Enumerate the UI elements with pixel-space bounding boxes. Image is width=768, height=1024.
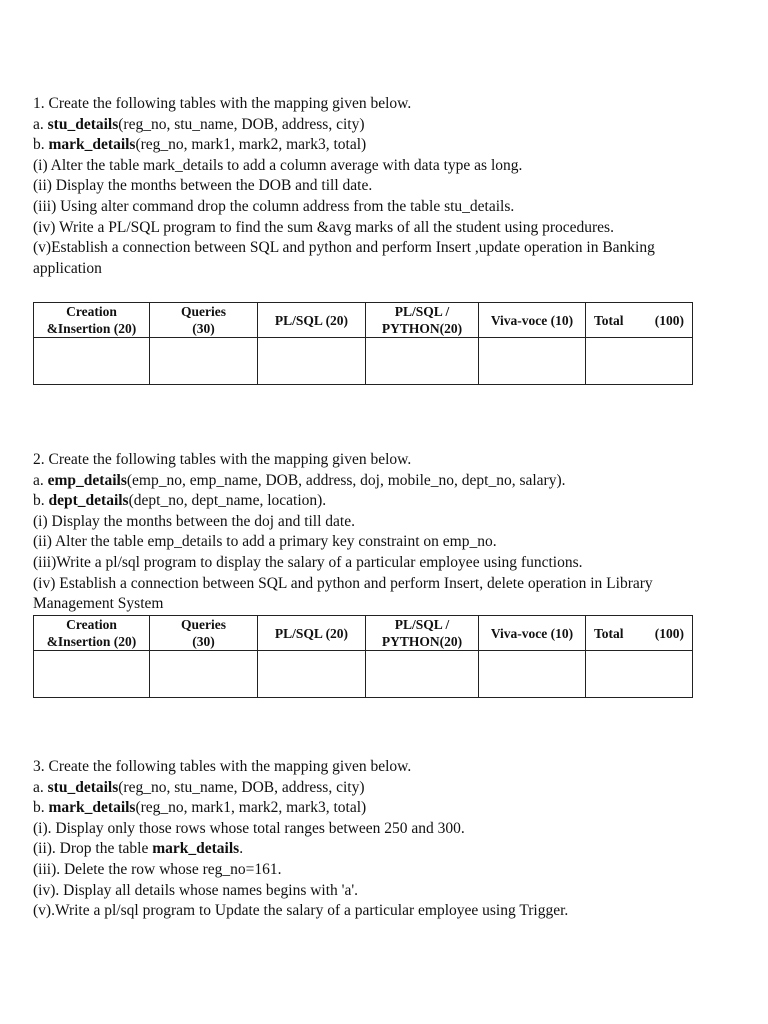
mark-cell bbox=[150, 338, 258, 385]
mark-cell bbox=[366, 338, 479, 385]
table-prefix: a. bbox=[33, 471, 48, 489]
header-plsql-python: PL/SQL / PYTHON(20) bbox=[366, 616, 479, 651]
question-item: (iii) Using alter command drop the column address from the table stu_details. bbox=[33, 197, 515, 215]
question-2 bbox=[33, 450, 723, 615]
header-plsql: PL/SQL (20) bbox=[258, 616, 366, 651]
table-prefix: a. bbox=[33, 115, 48, 133]
question-intro: 1. Create the following tables with the mapping given below. bbox=[33, 95, 412, 112]
table-columns: (reg_no, stu_name, DOB, address, city) bbox=[118, 778, 365, 796]
header-creation: Creation &Insertion (20) bbox=[34, 303, 150, 338]
mark-cell bbox=[258, 338, 366, 385]
item-text: . bbox=[239, 840, 244, 858]
header-queries: Queries (30) bbox=[150, 303, 258, 338]
question-item: (i) Display the months between the doj and till date. bbox=[33, 512, 355, 530]
header-queries: Queries (30) bbox=[150, 616, 258, 651]
header-total: Total (100) bbox=[586, 303, 693, 338]
header-creation: Creation &Insertion (20) bbox=[34, 616, 150, 651]
header-viva-voce: Viva-voce (10) bbox=[479, 303, 586, 338]
mark-table-row bbox=[34, 651, 693, 698]
question-item: (ii) Display the months between the DOB and till date. bbox=[33, 177, 373, 195]
table-def-b bbox=[33, 491, 723, 512]
question-item-drop bbox=[33, 839, 723, 860]
table-def-b bbox=[33, 798, 723, 819]
mark-cell bbox=[34, 338, 150, 385]
mark-table-header bbox=[34, 303, 693, 338]
question-item: (iv). Display all details whose names begins with 'a'. bbox=[33, 881, 358, 899]
header-plsql: PL/SQL (20) bbox=[258, 303, 366, 338]
header-total: Total (100) bbox=[586, 616, 693, 651]
table-prefix: a. bbox=[33, 778, 48, 796]
mark-cell bbox=[366, 651, 479, 698]
mark-cell bbox=[479, 651, 586, 698]
table-name: stu_details bbox=[47, 115, 119, 133]
table-name: stu_details bbox=[47, 778, 119, 796]
question-item: (i) Alter the table mark_details to add a column average with data type as long. bbox=[33, 156, 523, 174]
table-def-a bbox=[33, 115, 723, 136]
header-viva-voce: Viva-voce (10) bbox=[479, 616, 586, 651]
mark-table-2 bbox=[33, 615, 693, 698]
table-columns: (dept_no, dept_name, location). bbox=[128, 492, 327, 510]
table-name: dept_details bbox=[48, 492, 129, 510]
mark-cell bbox=[150, 651, 258, 698]
table-name: mark_details bbox=[48, 136, 136, 154]
table-columns: (reg_no, stu_name, DOB, address, city) bbox=[118, 115, 365, 133]
table-name: mark_details bbox=[152, 840, 240, 858]
table-name: mark_details bbox=[48, 799, 136, 817]
question-1 bbox=[33, 94, 723, 279]
question-item: (ii) Alter the table emp_details to add a primary key constraint on emp_no. bbox=[33, 533, 497, 551]
table-prefix: b. bbox=[33, 136, 49, 154]
question-item: (v)Establish a connection between SQL and python and perform Insert ,update operation in Banking application bbox=[33, 239, 655, 277]
mark-cell bbox=[34, 651, 150, 698]
question-intro: 3. Create the following tables with the mapping given below. bbox=[33, 758, 412, 775]
mark-table-header bbox=[34, 616, 693, 651]
table-def-a bbox=[33, 778, 723, 799]
table-columns: (reg_no, mark1, mark2, mark3, total) bbox=[135, 799, 367, 817]
table-name: emp_details bbox=[47, 471, 127, 489]
mark-cell bbox=[479, 338, 586, 385]
question-item: (i). Display only those rows whose total ranges between 250 and 300. bbox=[33, 819, 465, 837]
header-plsql-python: PL/SQL / PYTHON(20) bbox=[366, 303, 479, 338]
mark-cell bbox=[586, 338, 693, 385]
question-item: (iii). Delete the row whose reg_no=161. bbox=[33, 860, 282, 878]
table-def-a bbox=[33, 471, 723, 492]
item-text: (ii). Drop the table bbox=[33, 840, 153, 858]
mark-cell bbox=[586, 651, 693, 698]
table-columns: (reg_no, mark1, mark2, mark3, total) bbox=[135, 136, 367, 154]
mark-table-row bbox=[34, 338, 693, 385]
table-prefix: b. bbox=[33, 799, 49, 817]
question-3 bbox=[33, 757, 723, 922]
table-columns: (emp_no, emp_name, DOB, address, doj, mobile_no, dept_no, salary). bbox=[126, 471, 566, 489]
table-prefix: b. bbox=[33, 492, 49, 510]
question-item: (iii)Write a pl/sql program to display the salary of a particular employee using functions. bbox=[33, 553, 583, 571]
question-item: (iv) Write a PL/SQL program to find the sum &avg marks of all the student using procedures. bbox=[33, 218, 614, 236]
mark-table-1 bbox=[33, 302, 693, 385]
table-def-b bbox=[33, 135, 723, 156]
question-item: (iv) Establish a connection between SQL and python and perform Insert, delete operation in Library Management System bbox=[33, 574, 653, 613]
question-intro: 2. Create the following tables with the mapping given below. bbox=[33, 451, 412, 468]
mark-cell bbox=[258, 651, 366, 698]
question-item: (v).Write a pl/sql program to Update the salary of a particular employee using Trigger. bbox=[33, 902, 569, 920]
